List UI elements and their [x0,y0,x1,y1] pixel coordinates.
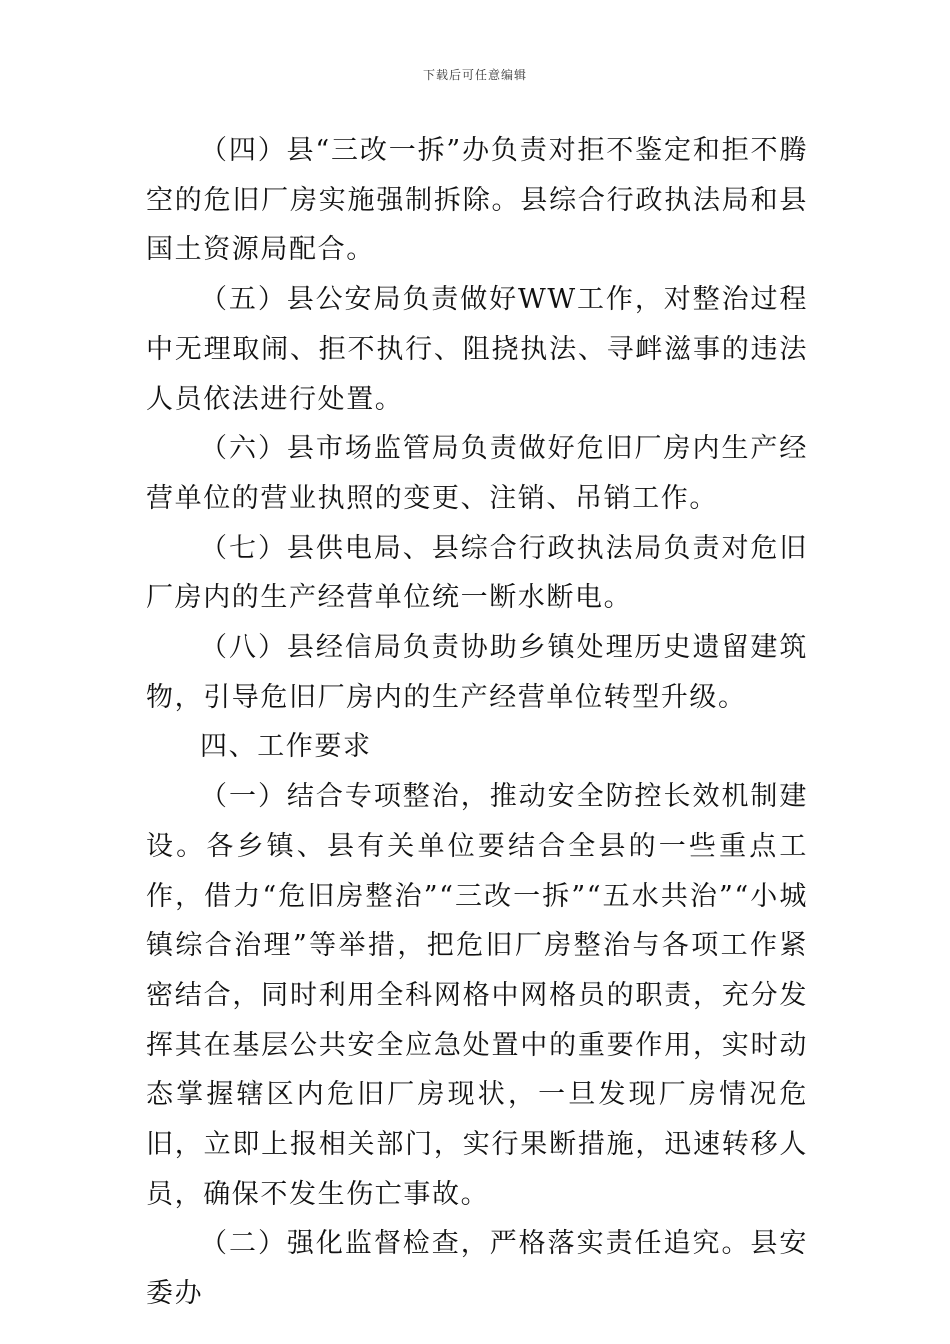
page-header: 下载后可任意编辑 [422,68,527,82]
paragraph-item-4: （四）县“三改一拆”办负责对拒不鉴定和拒不腾空的危旧厂房实施强制拆除。县综合行政执法局和县国土资源局配合。 [146,135,808,266]
document-body [146,126,808,1319]
paragraph-item-6: （六）县市场监管局负责做好危旧厂房内生产经营单位的营业执照的变更、注销、吊销工作。 [146,433,808,514]
paragraph-requirement-2: （二）强化监督检查，严格落实责任追究。县安委办 [146,1228,808,1310]
section-heading-work-requirements: 四、工作要求 [200,731,372,763]
paragraph-requirement-1: （一）结合专项整治，推动安全防控长效机制建设。各乡镇、县有关单位要结合全县的一些重点工作，借力“危旧房整治”“三改一拆”“五水共治”“小城镇综合治理”等举措，把危旧厂房整治与各项工作紧密结合，同时利用全科网格中网格员的职责，充分发挥其在基层公共安全应急处置中的重要作用，实时动态掌握辖区内危旧厂房现状，一旦发现厂房情况危旧，立即上报相关部门，实行果断措施，迅速转移人员，确保不发生伤亡事故。 [146,781,808,1210]
paragraph-item-7: （七）县供电局、县综合行政执法局负责对危旧厂房内的生产经营单位统一断水断电。 [146,532,808,614]
paragraph-item-5: （五）县公安局负责做好WW工作，对整治过程中无理取闹、拒不执行、阻挠执法、寻衅滋事的违法人员依法进行处置。 [146,284,808,415]
paragraph-item-8: （八）县经信局负责协助乡镇处理历史遗留建筑物，引导危旧厂房内的生产经营单位转型升级。 [146,632,808,713]
